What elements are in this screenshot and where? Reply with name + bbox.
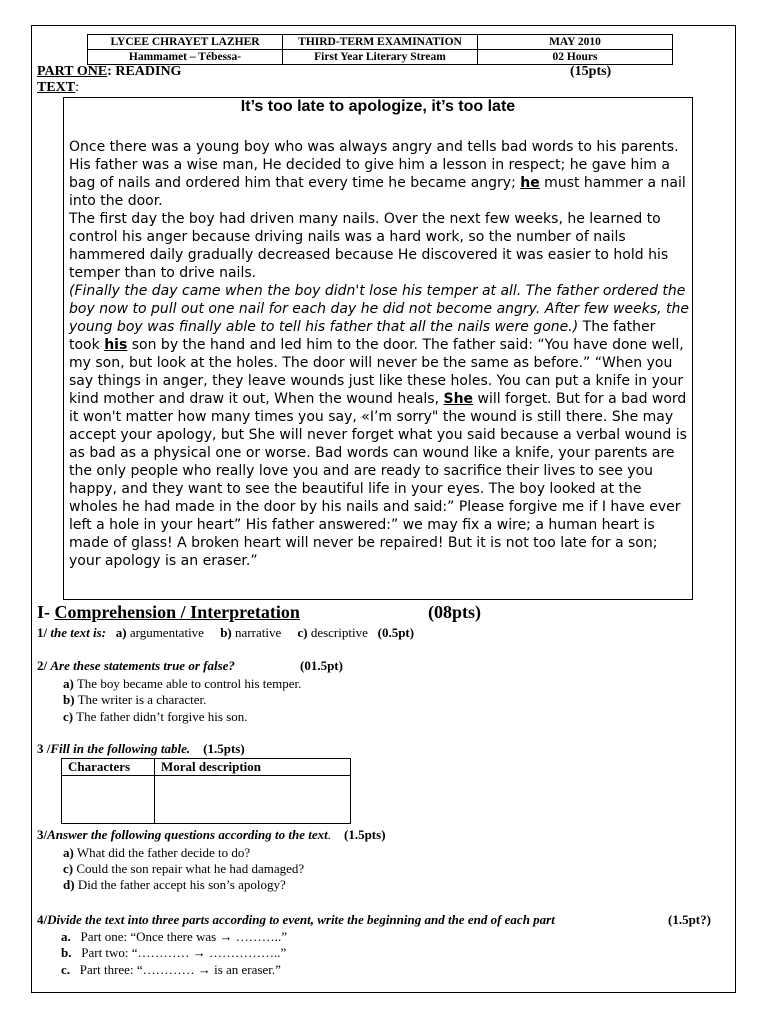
passage-paragraph-1: Once there was a young boy who was always angry and tells bad words to his parents. His father was a wise man, He decided to give him a lesson in respect; he gave him a bag of nails and ordered him that every time he became angry; he must hammer a nail into the door. <box>69 139 686 209</box>
question-3-answer: 3/Answer the following questions according to the text. (1.5pts) <box>37 827 386 842</box>
moral-description-answer-cell <box>155 776 351 824</box>
question-4-item-a: a. Part one: “Once there was → ………..” <box>61 929 287 944</box>
moral-description-table <box>61 758 351 824</box>
question-2-item-b: b) The writer is a character. <box>63 692 207 707</box>
text-heading <box>37 80 79 96</box>
stream-name: First Year Literary Stream <box>283 50 478 65</box>
reference-word-he: he <box>520 175 540 191</box>
text-label: TEXT <box>37 80 76 95</box>
passage-italic-section: (Finally the day came when the boy didn't lose his temper at all. The father ordered the boy now to pull out one nail for each day he did not become angry. After few weeks, the young boy was finally able to tell his father that all the nails were gone.) <box>69 283 689 335</box>
part-one-heading <box>37 64 181 80</box>
reference-word-she: She <box>443 391 474 407</box>
passage-box <box>63 97 693 600</box>
passage-body <box>69 138 689 570</box>
passage-paragraph-2: The first day the boy had driven many nails. Over the next few weeks, he learned to control his anger because driving nails was a hard work, so the number of nails hammered daily gradually decreased because He discovered it was easier to hold his temper than to drive nails. <box>69 211 669 281</box>
question-4-points: (1.5pt?) <box>668 912 711 927</box>
passage-paragraph-3: (Finally the day came when the boy didn't lose his temper at all. The father ordered the boy now to pull out one nail for each day he did not become angry. After few weeks, the young boy was finally able to tell his father that all the nails were gone.) The father took his son by the hand and led him to the door. The father said: “You have done well, my son, but look at the holes. The door will never be the same as before.” “When you say things in anger, they leave wounds just like these holes. You can put a knife in your kind mother and draw it out, When the wound heals, She will forget. But for a bad word it won't matter how many times you say, «I’m sorry" the wound is still there. She may accept your apology, but She will never forget what you said because a verbal wound is as bad as a physical one or worse. Bad words can wound like a knife, your parents are the only people who really love you and are ready to sacrifice their lives to see you happy, and they want to see the beautiful life in your eyes. The boy looked at the wholes he had made in the door by his nails and said:” Please forgive me if I have ever left a hole in your heart” His father answered:” we may fix a wire; a human heart is made of glass! A broken heart will never be repaired! But it is not too late for a son; your apology is an eraser.” <box>69 283 689 569</box>
school-name: LYCEE CHRAYET LAZHER <box>88 35 283 50</box>
characters-column-header: Characters <box>62 759 155 776</box>
question-4-item-b: b. Part two: “………… → ……………..” <box>61 945 287 960</box>
school-location: Hammamet – Tébessa- <box>88 50 283 65</box>
question-3-table: 3 /Fill in the following table. (1.5pts) <box>37 741 245 756</box>
exam-header-table <box>87 34 673 65</box>
question-2-item-c: c) The father didn’t forgive his son. <box>63 709 248 724</box>
exam-name: THIRD-TERM EXAMINATION <box>283 35 478 50</box>
exam-duration: 02 Hours <box>478 50 673 65</box>
part-one-label: PART ONE <box>37 64 108 79</box>
characters-answer-cell <box>62 776 155 824</box>
text-colon: : <box>75 80 80 95</box>
question-2-points: (01.5pt) <box>300 658 343 673</box>
question-2: 2/ Are these statements true or false? <box>37 658 235 673</box>
question-4: 4/Divide the text into three parts according to event, write the beginning and the end of each part <box>37 912 555 927</box>
reference-word-his: his <box>104 337 128 353</box>
section-comprehension-heading: I- Comprehension / Interpretation <box>37 602 300 622</box>
part-one-rest: : READING <box>107 64 182 79</box>
passage-title: It’s too late to apologize, it’s too late <box>240 98 516 115</box>
section-comprehension-points: (08pts) <box>428 602 481 622</box>
part-one-points: (15pts) <box>570 64 612 79</box>
exam-date: MAY 2010 <box>478 35 673 50</box>
question-3-item-c: c) Could the son repair what he had damaged? <box>63 861 305 876</box>
question-4-item-c: c. Part three: “………… → is an eraser.” <box>61 962 281 977</box>
moral-description-column-header: Moral description <box>155 759 351 776</box>
question-3-item-a: a) What did the father decide to do? <box>63 845 251 860</box>
question-2-item-a: a) The boy became able to control his temper. <box>63 676 302 691</box>
question-1: 1/ the text is: a) argumentative b) narrative c) descriptive (0.5pt) <box>37 625 415 640</box>
section-comprehension-title: Comprehension / Interpretation <box>54 602 300 622</box>
question-3-item-d: d) Did the father accept his son’s apology? <box>63 877 286 892</box>
